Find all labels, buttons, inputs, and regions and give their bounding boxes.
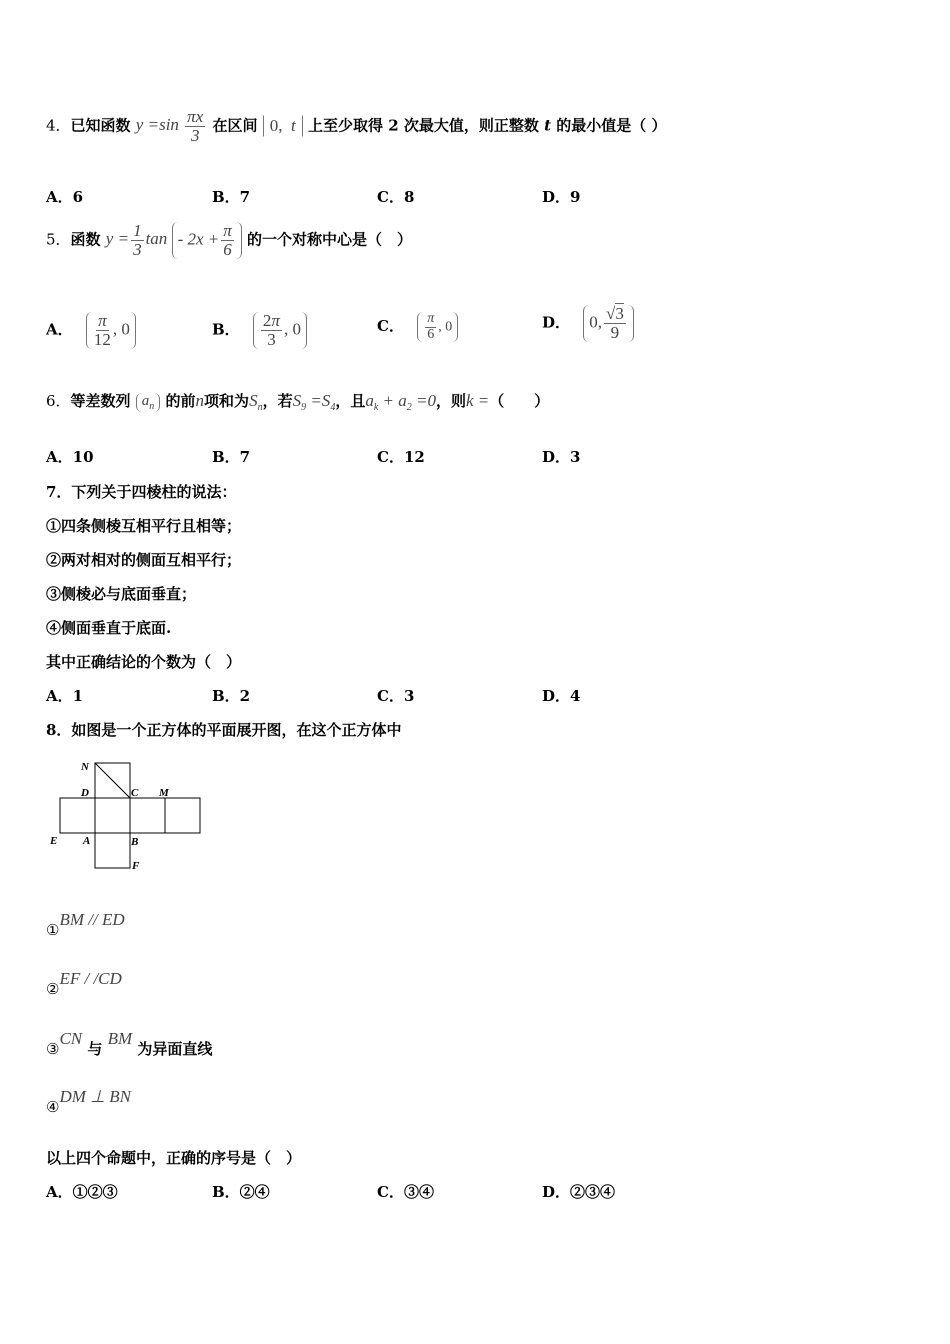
q8-statement-3-math2: BM (107, 1029, 133, 1048)
q4-text-3: 次最大值，则正整数 (403, 116, 539, 135)
q4-option-d: D．9 (542, 188, 581, 206)
label-c: C (131, 787, 139, 799)
q8-statement-3-math1: CN (59, 1029, 83, 1048)
q6-text-7: （ ） (489, 392, 550, 410)
q8-stem: 8．如图是一个正方体的平面展开图，在这个正方体中 (46, 721, 402, 739)
q5-number: 5． (46, 230, 71, 249)
q8-option-d: D．②③④ (542, 1183, 616, 1201)
net-diagonal-nc (95, 763, 130, 798)
q8-statement-3-mid: 与 (87, 1040, 103, 1058)
net-square-bottom (95, 833, 130, 868)
net-square-1 (60, 798, 95, 833)
q5-option-a-value: $\frac{\pi}{12}$ , 0 (86, 312, 136, 349)
q8-question: 以上四个命题中，正确的序号是（ ） (46, 1149, 302, 1167)
q5-stem (46, 222, 412, 259)
q4-option-a: A．6 (46, 188, 84, 206)
q6-n: n (195, 391, 205, 410)
q7-item-1: ①四条侧棱互相平行且相等； (46, 517, 242, 535)
q5-option-b-value: $\frac{2\pi}{3}$ , 0 (253, 312, 307, 349)
label-n: N (81, 761, 89, 773)
q6-option-b: B．7 (212, 448, 251, 466)
q7-option-b: B．2 (212, 687, 251, 705)
q8-statement-2-mark: ② (46, 980, 60, 998)
q7-item-2: ②两对相对的侧面互相平行； (46, 551, 242, 569)
q8-statement-3 (46, 1028, 213, 1058)
q7-stem: 7．下列关于四棱柱的说法： (46, 483, 237, 501)
q4-formula: y =sin $\frac{\pi x}{3}$ (135, 107, 204, 145)
q6-eq1: $S_9 =S_4$ (292, 391, 336, 413)
label-a: A (83, 835, 91, 847)
q8-statement-1-mark: ① (46, 921, 60, 939)
q7-option-d: D．4 (542, 687, 581, 705)
q5-option-c (377, 312, 458, 342)
q6-text-4: ，若 (262, 392, 293, 410)
q8-statement-2 (46, 969, 122, 998)
q7-item-4: ④侧面垂直于底面. (46, 619, 172, 637)
q6-sn: $S_n$ (249, 391, 263, 413)
q6-number: 6． (46, 392, 71, 410)
q4-text-2: 上至少取得 (307, 116, 383, 135)
q7-item-3: ③侧棱必与底面垂直； (46, 585, 197, 603)
q7-option-c: C．3 (377, 687, 415, 705)
q8-statement-4 (46, 1087, 131, 1116)
q4-number: 4． (46, 116, 71, 135)
q4-text-pre: 已知函数 (70, 116, 131, 135)
q6-text-3: 项和为 (204, 392, 250, 410)
q4-interval: 0, t (263, 115, 303, 137)
q6-text-6: ，则 (436, 392, 467, 410)
q7-question: 其中正确结论的个数为（ ） (46, 653, 242, 671)
label-f: F (132, 860, 140, 872)
q4-text-interval: 在区间 (212, 116, 258, 135)
q8-option-b: B．②④ (212, 1183, 270, 1201)
q5-option-c-label: C． (377, 317, 404, 336)
q8-option-a: A．①②③ (46, 1183, 118, 1201)
q4-option-c: C．8 (377, 188, 415, 206)
q6-option-a: A．10 (46, 448, 94, 466)
q8-statement-4-mark: ④ (46, 1098, 60, 1116)
q8-statement-1-math: BM // ED (59, 910, 125, 929)
q6-k: k = (466, 391, 490, 410)
q6-text-1: 等差数列 (70, 392, 131, 410)
q7-option-a: A．1 (46, 687, 84, 705)
q5-option-d (542, 305, 634, 342)
q4-t: t (544, 116, 552, 135)
q6-stem (46, 390, 549, 413)
label-d: D (81, 787, 89, 799)
net-square-2 (95, 798, 130, 833)
q4-option-b: B．7 (212, 188, 251, 206)
q6-text-2: 的前 (165, 392, 196, 410)
q6-option-d: D．3 (542, 448, 581, 466)
net-square-3 (130, 798, 165, 833)
q5-option-a-label: A． (46, 320, 73, 339)
label-m: M (159, 787, 169, 799)
q6-seq: $a_n$ (136, 393, 161, 412)
q5-option-a (46, 312, 136, 349)
q6-eq2: $a_k + a_2 =0$ (365, 391, 436, 413)
q8-statement-3-mark: ③ (46, 1040, 60, 1058)
q8-option-c: C．③④ (377, 1183, 434, 1201)
label-b: B (131, 836, 139, 848)
q5-text-pre: 函数 (70, 230, 101, 249)
cube-net-figure (46, 755, 216, 880)
q8-statement-1 (46, 910, 125, 939)
q8-statement-4-math: DM ⊥ BN (59, 1087, 131, 1106)
q5-option-b (212, 312, 307, 349)
q5-option-b-label: B． (212, 320, 240, 339)
q5-option-c-value: $\frac{\pi}{6}$ , 0 (417, 312, 458, 342)
q5-option-d-value: 0, $\frac{√3}{9}$ (583, 305, 634, 342)
q5-option-d-label: D． (542, 313, 571, 332)
q6-option-c: C．12 (377, 448, 425, 466)
q4-two: 2 (388, 116, 399, 135)
q4-text-4: 的最小值是（ ） (556, 116, 667, 135)
q8-statement-2-math: EF / /CD (59, 969, 122, 988)
q5-formula: y = $\frac{1}{3}$ tan - 2x + $\frac{\pi}{6}$ (106, 229, 242, 248)
q8-statement-3-end: 为异面直线 (137, 1040, 213, 1058)
label-e: E (50, 835, 58, 847)
net-square-4 (165, 798, 200, 833)
q4-stem (46, 108, 667, 145)
q5-text-post: 的一个对称中心是（ ） (247, 230, 413, 249)
q6-text-5: ，且 (335, 392, 366, 410)
